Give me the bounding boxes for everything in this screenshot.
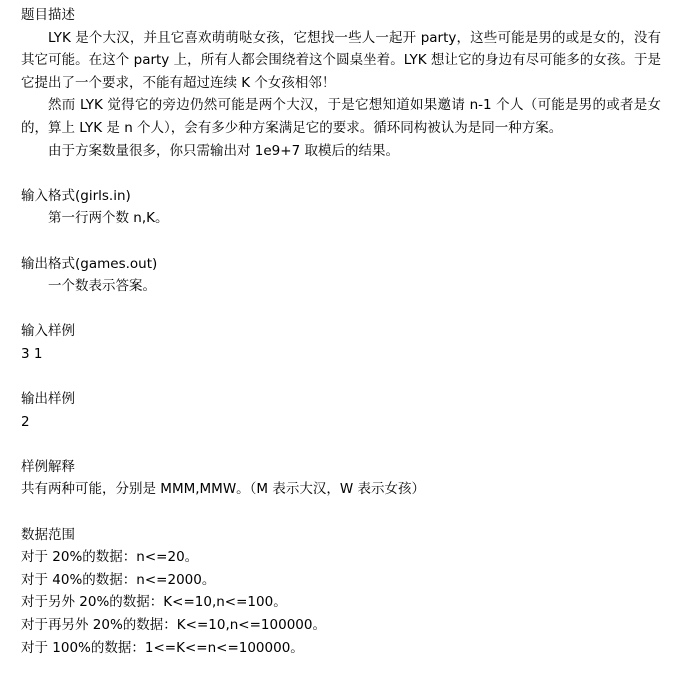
- sample-input-heading: 输入样例: [21, 323, 75, 340]
- input-format-text: 第一行两个数 n,K。: [48, 210, 169, 227]
- spacer: [21, 230, 661, 253]
- problem-title: 题目描述: [21, 7, 75, 23]
- problem-document: [21, 0, 661, 659]
- sample-explanation-text: 共有两种可能，分别是 MMM,MMW。（M 表示大汉，W 表示女孩）: [21, 481, 425, 498]
- data-range-item: 对于另外 20%的数据：K<=10,n<=100。: [21, 594, 287, 611]
- output-format-text: 一个数表示答案。: [48, 278, 156, 295]
- spacer: [21, 366, 661, 389]
- sample-explanation-heading: 样例解释: [21, 458, 75, 475]
- input-format-heading: 输入格式(girls.in): [21, 187, 131, 204]
- data-range-heading: 数据范围: [21, 526, 75, 543]
- sample-input-text: 3 1: [21, 345, 43, 362]
- data-range-item: 对于 40%的数据：n<=2000。: [21, 571, 216, 588]
- output-format-heading: 输出格式(games.out): [21, 255, 158, 272]
- description-paragraph-3: 由于方案数量很多，你只需输出对 1e9+7 取模后的结果。: [48, 142, 399, 159]
- spacer: [21, 298, 661, 321]
- data-range-item: 对于 20%的数据：n<=20。: [21, 549, 199, 566]
- sample-output-text: 2: [21, 413, 30, 430]
- data-range-item: 对于再另外 20%的数据：K<=10,n<=100000。: [21, 617, 326, 634]
- sample-output-heading: 输出样例: [21, 391, 75, 408]
- spacer: [21, 433, 661, 456]
- description-paragraph-2: 然而 LYK 觉得它的旁边仍然可能是两个大汉，于是它想知道如果邀请 n-1 个人（可能是男的或者是女的，算上 LYK 是 n 个人），会有多少种方案满足它的要求。循环同构被认为是同一种方案。: [21, 97, 661, 136]
- spacer: [21, 162, 661, 185]
- data-range-item: 对于 100%的数据：1<=K<=n<=100000。: [21, 639, 304, 656]
- description-paragraph-1: LYK 是个大汉，并且它喜欢萌萌哒女孩，它想找一些人一起开 party，这些可能是男的或是女的，没有其它可能。在这个 party 上，所有人都会围绕着这个圆桌坐着。LYK 想让它的身边有尽可能多的女孩。于是它提出了一个要求，不能有超过连续 K 个女孩相邻！: [21, 29, 661, 91]
- spacer: [21, 501, 661, 524]
